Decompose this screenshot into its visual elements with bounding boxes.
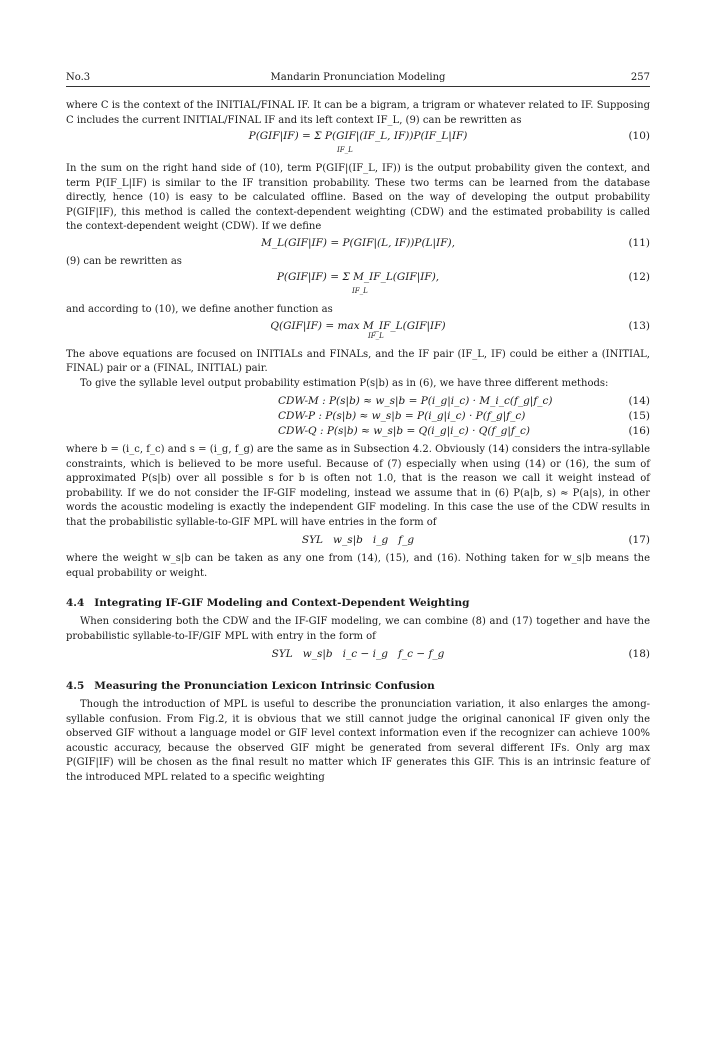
equation-body: SYL w_s|b i_c − i_g f_c − f_g [271,648,445,660]
equation-subscript: IF_L [337,146,353,154]
paragraph: and according to (10), we define another function as [66,304,333,315]
equation-number: (12) [628,271,650,283]
paragraph: (9) can be rewritten as [66,255,182,267]
section-heading-4-5 [66,680,650,692]
running-header [66,72,650,87]
equation-17 [66,534,650,550]
equation-14 [66,395,650,410]
paragraph: In the sum on the right hand side of (10), term P(GIF|(IF_L, IF)) is the output probability given the context, and term P(IF_L|IF) is similar to the IF transition probability. These two terms can be learned from the database directly, hence (10) is easy to be calculated offline. Based on the way of developing the output probability P(GIF|IF), this method is called the context-dependent weighting (CDW) and the estimated probability is called the context-dependent weight (CDW). If we define [66,163,650,232]
section-title: Integrating IF-GIF Modeling and Context-Dependent Weighting [94,597,470,609]
equation-16 [66,425,650,440]
paragraph: When considering both the CDW and the IF-GIF modeling, we can combine (8) and (17) together and have the probabilistic syllable-to-IF/GIF MPL with entry in the form of [66,616,650,642]
equation-number: (15) [628,410,650,422]
section-title: Measuring the Pronunciation Lexicon Intrinsic Confusion [94,680,435,692]
running-title: Mandarin Pronunciation Modeling [270,72,446,83]
equation-body: CDW-P : P(s|b) ≈ w_s|b = P(i_g|i_c) · P(f_g|f_c) [278,410,526,422]
equation-number: (14) [628,395,650,407]
equation-number: (11) [628,236,650,249]
equation-body: P(GIF|IF) = Σ M_IF_L(GIF|IF), [276,271,440,283]
equation-body: M_L(GIF|IF) = P(GIF|(L, IF))P(L|IF), [261,236,455,249]
equation-body: P(GIF|IF) = Σ P(GIF|(IF_L, IF))P(IF_L|IF) [248,130,468,142]
equation-body: CDW-Q : P(s|b) ≈ w_s|b = Q(i_g|i_c) · Q(f_g|f_c) [278,425,530,437]
equation-number: (16) [628,425,650,437]
equation-11 [66,237,650,253]
equation-subscript: IF_L [368,331,384,340]
equation-group [66,395,650,440]
equation-body: SYL w_s|b i_g f_g [301,534,415,546]
page-number: 257 [630,72,650,83]
issue-number: No.3 [66,72,91,83]
paragraph: where b = (i_c, f_c) and s = (i_g, f_g) are the same as in Subsection 4.2. Obviously (14) considers the intra-syllable constraints, which is believed to be more useful. Because of (7) especially when using (14) or (16), the sum of approximated P(s|b) over all possible s for b is often not 1.0, that is the reason we call it weight instead of probability. If we do not consider the IF-GIF modeling, instead we assume that in (6) P(a|b, s) ≈ P(a|s), in other words the acoustic modeling is exactly the independent GIF modeling. In this case the use of the CDW results in that the probabilistic syllable-to-GIF MPL will have entries in the form of [66,444,650,528]
equation-number: (17) [628,534,650,546]
paragraph: Though the introduction of MPL is useful to describe the pronunciation variation, it also enlarges the among-syllable confusion. From Fig.2, it is obvious that we still cannot judge the original canonical IF given only the observed GIF without a language model or GIF level context information even if the recognizer can achieve 100% acoustic accuracy, because the observed GIF might be generated from several different IFs. Only arg max P(GIF|IF) will be chosen as the final result no matter which IF generates this GIF. This is an intrinsic feature of the introduced MPL related to a specific weighting [66,699,650,783]
equation-13 [66,320,650,346]
equation-15 [66,410,650,425]
section-heading-4-4 [66,597,650,609]
equation-18 [66,648,650,664]
equation-number: (18) [628,648,650,660]
paragraph: The above equations are focused on INITIALs and FINALs, and the IF pair (IF_L, IF) could be either a (INITIAL, FINAL) pair or a (FINAL, INITIAL) pair. [66,348,650,374]
equation-body: CDW-M : P(s|b) ≈ w_s|b = P(i_g|i_c) · M_i_c(f_g|f_c) [278,395,553,407]
paragraph: where C is the context of the INITIAL/FINAL IF. It can be a bigram, a trigram or whatever related to IF. Supposing C includes the current INITIAL/FINAL IF and its left context IF_L, (9) can be rewritten as [66,100,650,126]
equation-body: Q(GIF|IF) = max M_IF_L(GIF|IF) [270,319,446,332]
equation-number: (13) [628,319,650,332]
section-number: 4.4 [66,597,85,609]
paragraph: where the weight w_s|b can be taken as any one from (14), (15), and (16). Nothing taken for w_s|b means the equal probability or weight. [66,553,650,579]
paragraph: To give the syllable level output probability estimation P(s|b) as in (6), we have three different methods: [80,377,609,389]
equation-subscript: IF_L [352,287,368,295]
equation-10 [66,130,650,160]
equation-12 [66,271,650,301]
section-number: 4.5 [66,680,85,692]
paper-page [66,72,650,785]
equation-number: (10) [628,130,650,142]
